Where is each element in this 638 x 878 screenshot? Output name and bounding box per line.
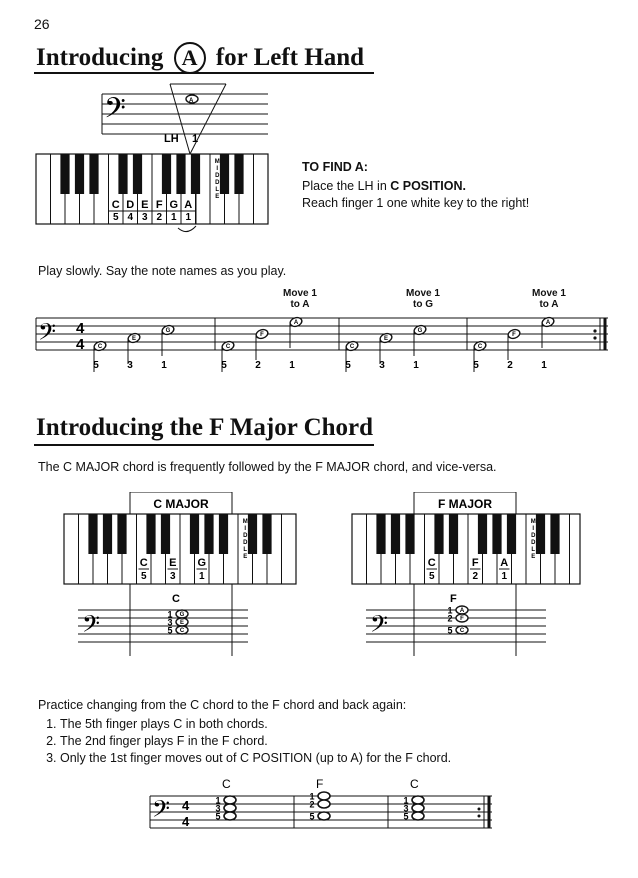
middle-letter: I (532, 526, 535, 532)
annotation-1 (270, 288, 330, 310)
black-key (146, 514, 155, 554)
key-letter: G (197, 557, 207, 569)
svg-text:A: A (293, 320, 299, 327)
final-chord-note (318, 792, 330, 800)
to-find-heading: TO FIND A: (302, 160, 368, 174)
black-key (117, 514, 126, 554)
middle-letter: E (243, 554, 248, 560)
key-letter: D (126, 199, 135, 211)
key-letter: A (184, 199, 193, 211)
middle-letter: I (216, 166, 219, 172)
final-chord-note (318, 812, 330, 820)
final-chord-finger: 5 (309, 811, 315, 822)
black-key (492, 514, 501, 554)
black-key (176, 154, 185, 194)
chord-finger: 5 (447, 625, 453, 636)
final-chord-note (224, 804, 236, 812)
title-text-before: Introducing (36, 44, 164, 71)
key-finger: 1 (185, 212, 192, 223)
play-instruction: Play slowly. Say the note names as you play. (38, 264, 287, 278)
svg-text:A: A (545, 320, 551, 327)
c-major-chord-name: C (172, 593, 180, 605)
melody-note (413, 324, 427, 356)
c-major-stack (167, 610, 188, 636)
chord-finger: 5 (167, 625, 173, 636)
black-key (161, 514, 170, 554)
svg-text:A: A (189, 98, 194, 104)
black-key (550, 514, 559, 554)
black-key (507, 514, 516, 554)
final-chord-finger: 5 (215, 811, 221, 822)
black-key (88, 514, 97, 554)
final-chord-name-1: C (222, 777, 231, 791)
melody-finger: 5 (345, 360, 351, 371)
black-key (220, 154, 229, 194)
middle-letter: M (214, 159, 220, 165)
practice-step-2: 2. The 2nd finger plays F in the F chord. (60, 733, 598, 750)
final-chord-note (412, 796, 424, 804)
melody-bass-clef-icon: 𝄢 (38, 319, 57, 350)
key-letter: A (500, 557, 509, 569)
black-key (219, 514, 228, 554)
middle-letter: E (531, 554, 536, 560)
svg-text:G: G (165, 328, 171, 335)
chord-note-letter: C (179, 628, 185, 635)
final-chord-finger: 3 (403, 803, 409, 814)
middle-letter: L (215, 187, 220, 193)
title-circled-letter: A (174, 42, 206, 74)
key-finger: 3 (141, 212, 148, 223)
svg-text:F: F (512, 332, 516, 339)
middle-letter: D (215, 173, 220, 179)
black-key (248, 514, 257, 554)
final-chord-note (224, 812, 236, 820)
middle-letter: M (242, 519, 248, 525)
annotation-3-line1: Move 1 (532, 288, 566, 299)
annotation-3 (519, 288, 579, 310)
black-key (60, 154, 69, 194)
key-letter: G (169, 199, 179, 211)
key-letter: C (111, 199, 120, 211)
final-chord-finger: 1 (309, 791, 315, 802)
c-major-label: C MAJOR (153, 497, 209, 511)
final-time-bottom: 4 (182, 814, 190, 829)
to-find-line2: Reach finger 1 one white key to the right! (302, 196, 530, 210)
a-position-diagram (30, 76, 280, 236)
key-letter: C (427, 557, 436, 569)
black-key (376, 514, 385, 554)
f-major-diagram (350, 492, 590, 656)
section-title-a (36, 42, 364, 74)
annotation-2 (393, 288, 453, 310)
black-key (133, 154, 142, 194)
black-key (449, 514, 458, 554)
c-major-diagram (62, 492, 302, 656)
black-key (118, 154, 127, 194)
key-finger: 5 (428, 571, 435, 582)
to-find-line1-prefix: Place the LH in (302, 179, 391, 193)
annotation-1-line2: to A (290, 299, 310, 310)
key-finger: 1 (501, 571, 508, 582)
middle-letter: D (243, 540, 248, 546)
f-major-bass-clef-icon: 𝄢 (370, 611, 389, 642)
chord-note-letter: E (179, 620, 185, 627)
diagram-note-a (186, 95, 198, 104)
svg-text:C: C (477, 344, 483, 351)
svg-text:E: E (131, 336, 137, 343)
key-letter: C (139, 557, 148, 569)
final-chord-name-2: F (316, 777, 324, 791)
final-chord-note (412, 804, 424, 812)
chord-note-letter: G (179, 612, 185, 619)
key-finger: 2 (156, 212, 163, 223)
middle-letter: M (530, 519, 536, 525)
melody-note (255, 328, 269, 360)
key-finger: 1 (198, 571, 205, 582)
svg-text:G: G (417, 328, 423, 335)
chord-practice-staff (140, 774, 500, 834)
black-key (89, 154, 98, 194)
annotation-1-line1: Move 1 (283, 288, 317, 299)
melody-finger: 1 (289, 360, 295, 371)
chord-note-letter: A (459, 608, 465, 615)
melody-finger: 2 (507, 360, 513, 371)
lh-label: LH (164, 133, 179, 145)
svg-text:C: C (225, 344, 231, 351)
final-chord-finger: 3 (215, 803, 221, 814)
f-major-stack (447, 606, 468, 636)
middle-letter: D (531, 533, 536, 539)
black-key (75, 154, 84, 194)
practice-step-3: 3. Only the 1st finger moves out of C POSITION (up to A) for the F chord. (60, 750, 598, 767)
melody-finger: 1 (541, 360, 547, 371)
middle-letter: L (243, 547, 248, 553)
f-major-svg (350, 492, 590, 656)
melody-finger: 1 (161, 360, 167, 371)
move-arrow-icon (178, 226, 196, 232)
practice-intro: Practice changing from the C chord to the F chord and back again: (38, 698, 407, 712)
key-finger: 5 (112, 212, 119, 223)
svg-text:E: E (383, 336, 389, 343)
key-finger: 1 (170, 212, 177, 223)
black-key (162, 154, 171, 194)
title-underline (34, 72, 374, 74)
black-key (391, 514, 400, 554)
key-letter: E (169, 557, 177, 569)
middle-letter: D (215, 180, 220, 186)
key-finger: 4 (127, 212, 134, 223)
final-bass-clef-icon: 𝄢 (152, 796, 171, 827)
melody-finger: 5 (93, 360, 99, 371)
melody-finger: 3 (127, 360, 133, 371)
section-title-f-major: Introducing the F Major Chord (36, 414, 374, 441)
black-key (536, 514, 545, 554)
melody-finger: 5 (473, 360, 479, 371)
black-key (103, 514, 112, 554)
black-key (262, 514, 271, 554)
middle-letter: D (243, 533, 248, 539)
to-find-line1 (302, 179, 466, 193)
chord-note-letter: F (460, 616, 464, 623)
key-finger: 5 (140, 571, 147, 582)
lh-finger: 1 (192, 133, 199, 145)
key-letter: F (155, 199, 163, 211)
bass-clef-icon: 𝄢 (104, 93, 126, 131)
melody-note (161, 324, 175, 356)
chord-finger: 2 (447, 613, 453, 624)
melody-finger: 5 (221, 360, 227, 371)
black-key (434, 514, 443, 554)
final-time-top: 4 (182, 798, 190, 813)
to-find-line1-bold: C POSITION. (390, 179, 466, 193)
svg-text:C: C (349, 344, 355, 351)
key-letter: E (141, 199, 149, 211)
title-text-after: for Left Hand (215, 44, 365, 71)
practice-steps (38, 716, 598, 767)
melody-time-bottom: 4 (76, 336, 85, 353)
melody-finger: 2 (255, 360, 261, 371)
annotation-2-line1: Move 1 (406, 288, 440, 299)
middle-letter: D (531, 540, 536, 546)
melody-finger: 1 (413, 360, 419, 371)
final-chord-note (412, 812, 424, 820)
final-chord-name-3: C (410, 777, 419, 791)
black-key (204, 514, 213, 554)
melody-note (507, 328, 521, 360)
title2-underline (34, 444, 374, 446)
practice-step-1: 1. The 5th finger plays C in both chords. (60, 716, 598, 733)
melody-note (541, 316, 555, 348)
diagram-staff (102, 94, 268, 134)
annotation-2-line2: to G (413, 299, 433, 310)
black-key (478, 514, 487, 554)
final-chord-note (224, 796, 236, 804)
melody-staff (30, 310, 614, 376)
black-key (190, 514, 199, 554)
chord-intro: The C MAJOR chord is frequently followed by the F MAJOR chord, and vice-versa. (38, 460, 497, 474)
chord-finger: 3 (167, 617, 173, 628)
f-major-label: F MAJOR (438, 497, 492, 511)
svg-text:F: F (260, 332, 264, 339)
c-major-svg (62, 492, 302, 656)
final-chord-finger: 2 (309, 799, 315, 810)
key-finger: 2 (472, 571, 479, 582)
final-chord-note (318, 800, 330, 808)
svg-text:C: C (97, 344, 103, 351)
middle-letter: I (244, 526, 247, 532)
middle-letter: E (215, 194, 220, 200)
final-chord-finger: 5 (403, 811, 409, 822)
middle-letter: L (531, 547, 536, 553)
melody-finger: 3 (379, 360, 385, 371)
black-key (234, 154, 243, 194)
final-chord-finger: 1 (403, 795, 409, 806)
c-major-bass-clef-icon: 𝄢 (82, 611, 101, 642)
black-key (405, 514, 414, 554)
melody-time-top: 4 (76, 320, 85, 337)
chord-finger: 1 (167, 609, 173, 620)
key-finger: 3 (169, 571, 176, 582)
melody-note (289, 316, 303, 348)
page-number: 26 (34, 16, 50, 32)
annotation-3-line2: to A (539, 299, 559, 310)
chord-finger: 1 (447, 605, 453, 616)
chord-note-letter: C (459, 628, 465, 635)
f-major-chord-name: F (450, 593, 457, 605)
final-chord-finger: 1 (215, 795, 221, 806)
melody-notes (93, 316, 555, 372)
key-letter: F (471, 557, 479, 569)
